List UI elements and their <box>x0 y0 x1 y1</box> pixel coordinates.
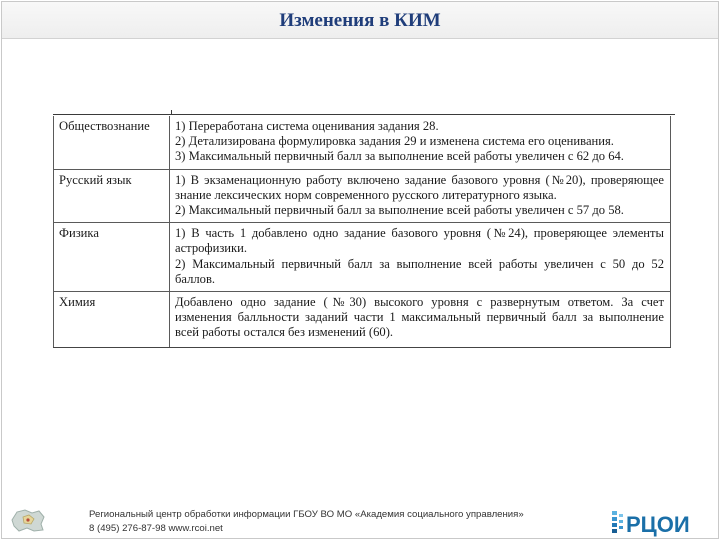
table-row <box>54 116 671 169</box>
subject-cell: Физика <box>54 223 170 292</box>
changes-table-container <box>53 110 675 380</box>
change-line: 2) Максимальный первичный балл за выполнение всей работы увеличен с 57 до 58. <box>175 203 624 218</box>
change-line: 1) Переработана система оценивания задания 28. <box>175 119 439 133</box>
changes-cell <box>170 169 671 223</box>
rcoi-logo-text: РЦОИ <box>626 512 690 537</box>
subject-cell: Русский язык <box>54 169 170 223</box>
table-top-rule <box>53 110 675 115</box>
change-line: 3) Максимальный первичный балл за выполнение всей работы увеличен с 62 до 64. <box>175 149 624 164</box>
change-line: 1) В экзаменационную работу включено задание базового уровня (№20), проверяющее знание лексических норм современного русского литературного языка. <box>175 172 664 202</box>
footer-contact-line: 8 (495) 276-87-98 www.rcoi.net <box>89 523 223 534</box>
changes-cell <box>170 292 671 348</box>
title-bar <box>2 2 718 39</box>
table-row <box>54 169 671 223</box>
subject-cell: Обществознание <box>54 116 170 169</box>
table-row <box>54 223 671 292</box>
page-title: Изменения в КИМ <box>279 10 441 31</box>
change-line: 2) Детализирована формулировка задания 29 и изменена система его оценивания. <box>175 134 614 149</box>
footer-org-line: Региональный центр обработки информации ГБОУ ВО МО «Академия социального управления» <box>89 509 524 520</box>
table-row <box>54 292 671 348</box>
changes-cell <box>170 116 671 169</box>
changes-cell <box>170 223 671 292</box>
change-line: Добавлено одно задание (№30) высокого уровня с развернутым ответом. За счет изменения балльности заданий части 1 максимальный первичный балл за выполнение всей работы остался без изменений (60). <box>175 295 664 340</box>
changes-table <box>53 116 671 348</box>
change-line: 1) В часть 1 добавлено одно задание базового уровня (№24), проверяющее элементы астрофизики. <box>175 226 664 256</box>
rcoi-logo <box>610 508 718 538</box>
subject-cell: Химия <box>54 292 170 348</box>
region-map-icon <box>8 506 48 534</box>
change-line: 2) Максимальный первичный балл за выполнение всей работы увеличен с 50 до 52 баллов. <box>175 256 664 286</box>
footer <box>2 500 718 538</box>
footer-text <box>89 508 524 536</box>
